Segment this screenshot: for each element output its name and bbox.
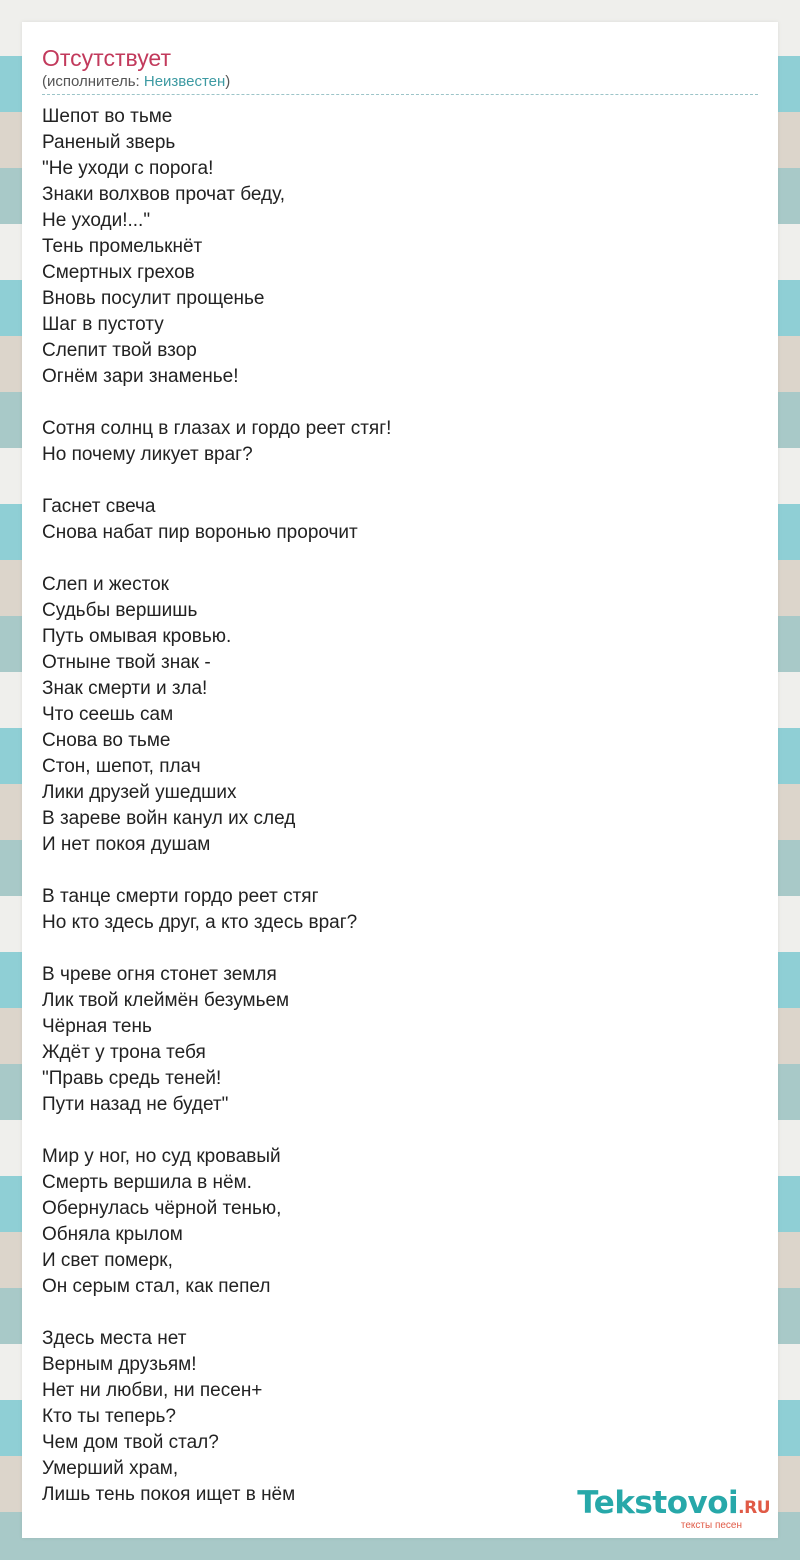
lyrics-text [42, 104, 742, 1508]
lyric-line: И нет покоя душам [42, 834, 211, 855]
lyric-line: Знак смерти и зла! [42, 678, 208, 699]
lyric-line: Нет ни любви, ни песен+ [42, 1380, 263, 1401]
logo-tld: .RU [738, 1498, 770, 1518]
lyric-line: Лик твой клеймён безумьем [42, 990, 290, 1011]
lyric-line: Пути назад не будет" [42, 1094, 229, 1115]
lyric-line: Ждёт у трона тебя [42, 1042, 206, 1063]
stanza-break [42, 468, 742, 494]
artist-suffix: ) [225, 73, 231, 90]
lyric-line: Шепот во тьме [42, 106, 173, 127]
lyric-line: Лишь тень покоя ищет в нём [42, 1484, 296, 1505]
lyric-line: Смертных грехов [42, 262, 195, 283]
lyric-line: Смерть вершила в нём. [42, 1172, 252, 1193]
lyric-line: Верным друзьям! [42, 1354, 197, 1375]
logo-wordmark [577, 1487, 770, 1524]
artist-link[interactable]: Неизвестен [143, 73, 226, 90]
lyric-line: Раненый зверь [42, 132, 176, 153]
lyrics-card [22, 22, 778, 1538]
lyric-line: Но почему ликует враг? [42, 444, 253, 465]
stanza-break [42, 1118, 742, 1144]
stanza-break [42, 1300, 742, 1326]
lyric-line: Снова во тьме [42, 730, 171, 751]
lyric-line: Путь омывая кровью. [42, 626, 232, 647]
lyric-line: Кто ты теперь? [42, 1406, 176, 1427]
stanza-break [42, 936, 742, 962]
lyric-line: В танце смерти гордо реет стяг [42, 886, 319, 907]
lyric-line: Слепит твой взор [42, 340, 197, 361]
lyric-line: Чёрная тень [42, 1016, 152, 1037]
lyric-line: "Не уходи с порога! [42, 158, 214, 179]
lyric-line: Сотня солнц в глазах и гордо реет стяг! [42, 418, 392, 439]
lyric-line: И свет померк, [42, 1250, 173, 1271]
lyric-line: Лики друзей ушедших [42, 782, 237, 803]
site-logo[interactable] [577, 1487, 770, 1532]
lyric-line: Чем дом твой стал? [42, 1432, 219, 1453]
lyric-line: Шаг в пустоту [42, 314, 164, 335]
divider [42, 94, 758, 95]
lyric-line: Обняла крылом [42, 1224, 183, 1245]
stanza-break [42, 858, 742, 884]
lyric-line: Гаснет свеча [42, 496, 156, 517]
lyric-line: Знаки волхвов прочат беду, [42, 184, 285, 205]
artist-prefix: (исполнитель: [42, 73, 144, 90]
lyric-line: Снова набат пир воронью пророчит [42, 522, 358, 543]
lyric-line: Огнём зари знаменье! [42, 366, 239, 387]
lyric-line: "Правь средь теней! [42, 1068, 222, 1089]
lyric-line: Умерший храм, [42, 1458, 179, 1479]
lyric-line: Слеп и жесток [42, 574, 169, 595]
lyric-line: Но кто здесь друг, а кто здесь враг? [42, 912, 358, 933]
lyric-line: Что сеешь сам [42, 704, 174, 725]
logo-tagline: тексты песен [680, 1520, 742, 1531]
lyric-line: Отныне твой знак - [42, 652, 211, 673]
lyric-line: Он серым стал, как пепел [42, 1276, 271, 1297]
lyric-line: Тень промелькнёт [42, 236, 203, 257]
stanza-break [42, 546, 742, 572]
logo-name: Tekstovoi [577, 1485, 739, 1521]
lyric-line: Мир у ног, но суд кровавый [42, 1146, 281, 1167]
lyric-line: Стон, шепот, плач [42, 756, 201, 777]
artist-line [42, 73, 230, 91]
song-title: Отсутствует [42, 45, 171, 71]
lyric-line: В зареве войн канул их след [42, 808, 296, 829]
lyric-line: Судьбы вершишь [42, 600, 198, 621]
lyric-line: Здесь места нет [42, 1328, 187, 1349]
lyric-line: Не уходи!..." [42, 210, 151, 231]
stanza-break [42, 390, 742, 416]
lyric-line: Обернулась чёрной тенью, [42, 1198, 282, 1219]
lyric-line: Вновь посулит прощенье [42, 288, 265, 309]
lyric-line: В чреве огня стонет земля [42, 964, 277, 985]
